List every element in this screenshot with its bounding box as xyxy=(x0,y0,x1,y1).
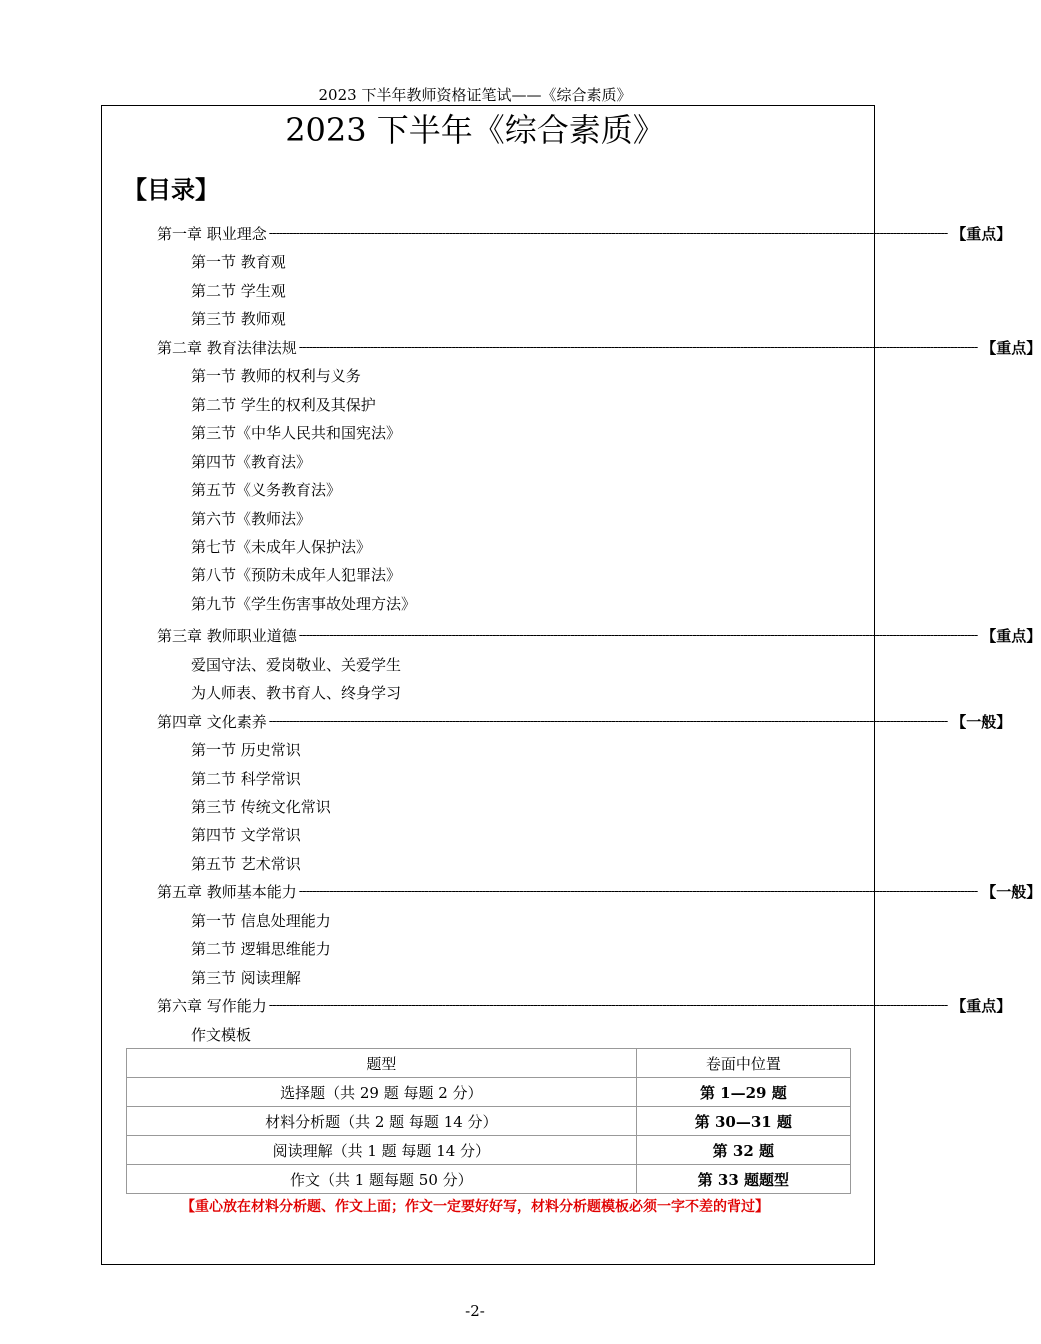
priority-tag: 【重点】 xyxy=(981,627,1041,645)
table-row xyxy=(127,1107,851,1136)
chapter-title: 第三章 教师职业道德 xyxy=(157,627,297,645)
dot-leader: -------------------------------------------------------------------------------------------------------------------------------------------------------------------------------------------------------- xyxy=(298,340,978,355)
toc-section-row: 第七节《未成年人保护法》 xyxy=(191,538,372,556)
cell-position: 第 30—31 题 xyxy=(636,1107,850,1136)
toc-section-row: 第五节《义务教育法》 xyxy=(191,481,342,499)
table-row xyxy=(127,1078,851,1107)
dot-leader: -------------------------------------------------------------------------------------------------------------------------------------------------------------------------------------------------------- xyxy=(268,226,948,241)
cell-question-type: 材料分析题（共 2 题 每题 14 分） xyxy=(127,1107,637,1136)
table-row xyxy=(127,1136,851,1165)
toc-chapter-row xyxy=(157,220,1012,248)
toc-section-row: 第八节《预防未成年人犯罪法》 xyxy=(191,566,402,584)
toc-section-row: 第二节 科学常识 xyxy=(191,770,301,788)
cell-question-type: 作文（共 1 题每题 50 分） xyxy=(127,1165,637,1194)
toc-section-row: 第六节《教师法》 xyxy=(191,510,312,528)
toc-section-row: 第四节 文学常识 xyxy=(191,826,301,844)
emphasis-note: 【重心放在材料分析题、作文上面；作文一定要好好写，材料分析题模板必须一字不差的背过】 xyxy=(181,1199,769,1215)
toc-heading: 【目录】 xyxy=(123,175,219,204)
cell-question-type: 选择题（共 29 题 每题 2 分） xyxy=(127,1078,637,1107)
toc-chapter-row xyxy=(157,622,1041,650)
cell-question-type: 阅读理解（共 1 题 每题 14 分） xyxy=(127,1136,637,1165)
priority-tag: 【重点】 xyxy=(951,225,1012,243)
priority-tag: 【重点】 xyxy=(951,997,1012,1015)
toc-section-row: 第三节 阅读理解 xyxy=(191,969,301,987)
cell-position: 第 1—29 题 xyxy=(636,1078,850,1107)
dot-leader: -------------------------------------------------------------------------------------------------------------------------------------------------------------------------------------------------------- xyxy=(268,714,948,729)
chapter-title: 第六章 写作能力 xyxy=(157,997,267,1015)
table-header-row xyxy=(127,1049,851,1078)
toc-section-row: 第九节《学生伤害事故处理方法》 xyxy=(191,595,417,613)
header-cell-position: 卷面中位置 xyxy=(636,1049,850,1078)
page-number: -2- xyxy=(465,1302,485,1320)
chapter-title: 第五章 教师基本能力 xyxy=(157,883,297,901)
dot-leader: -------------------------------------------------------------------------------------------------------------------------------------------------------------------------------------------------------- xyxy=(268,998,948,1013)
toc-section-row: 第五节 艺术常识 xyxy=(191,855,301,873)
running-header: 2023 下半年教师资格证笔试——《综合素质》 xyxy=(318,86,632,104)
toc-chapter-row xyxy=(157,878,1041,906)
cell-position: 第 32 题 xyxy=(636,1136,850,1165)
priority-tag: 【重点】 xyxy=(981,339,1041,357)
toc-section-row: 第二节 学生的权利及其保护 xyxy=(191,396,376,414)
toc-chapter-row xyxy=(157,708,1012,736)
header-cell-type: 题型 xyxy=(127,1049,637,1078)
toc-section-row: 爱国守法、爱岗敬业、关爱学生 xyxy=(191,656,402,674)
toc-section-row: 第二节 逻辑思维能力 xyxy=(191,940,331,958)
toc-section-row: 第四节《教育法》 xyxy=(191,453,312,471)
toc-section-row: 第三节 教师观 xyxy=(191,310,286,328)
dot-leader: -------------------------------------------------------------------------------------------------------------------------------------------------------------------------------------------------------- xyxy=(298,884,978,899)
dot-leader: -------------------------------------------------------------------------------------------------------------------------------------------------------------------------------------------------------- xyxy=(298,628,978,643)
chapter-title: 第一章 职业理念 xyxy=(157,225,267,243)
priority-tag: 【一般】 xyxy=(951,713,1012,731)
toc-chapter-row xyxy=(157,992,1012,1020)
priority-tag: 【一般】 xyxy=(981,883,1041,901)
toc-section-row: 第二节 学生观 xyxy=(191,282,286,300)
cell-position: 第 33 题题型 xyxy=(636,1165,850,1194)
toc-section-row: 第一节 信息处理能力 xyxy=(191,912,331,930)
toc-section-row: 为人师表、教书育人、终身学习 xyxy=(191,684,402,702)
toc-section-row: 第三节 传统文化常识 xyxy=(191,798,331,816)
chapter-title: 第二章 教育法律法规 xyxy=(157,339,297,357)
chapter-title: 第四章 文化素养 xyxy=(157,713,267,731)
toc-section-row: 第一节 教师的权利与义务 xyxy=(191,367,361,385)
toc-section-row: 第一节 历史常识 xyxy=(191,741,301,759)
toc-chapter-row xyxy=(157,334,1041,362)
document-title: 2023 下半年《综合素质》 xyxy=(285,111,665,149)
exam-structure-table xyxy=(126,1048,851,1194)
toc-section-row: 第一节 教育观 xyxy=(191,253,286,271)
toc-section-row: 第三节《中华人民共和国宪法》 xyxy=(191,424,402,442)
toc-section-row: 作文模板 xyxy=(191,1026,252,1044)
table-row xyxy=(127,1165,851,1194)
